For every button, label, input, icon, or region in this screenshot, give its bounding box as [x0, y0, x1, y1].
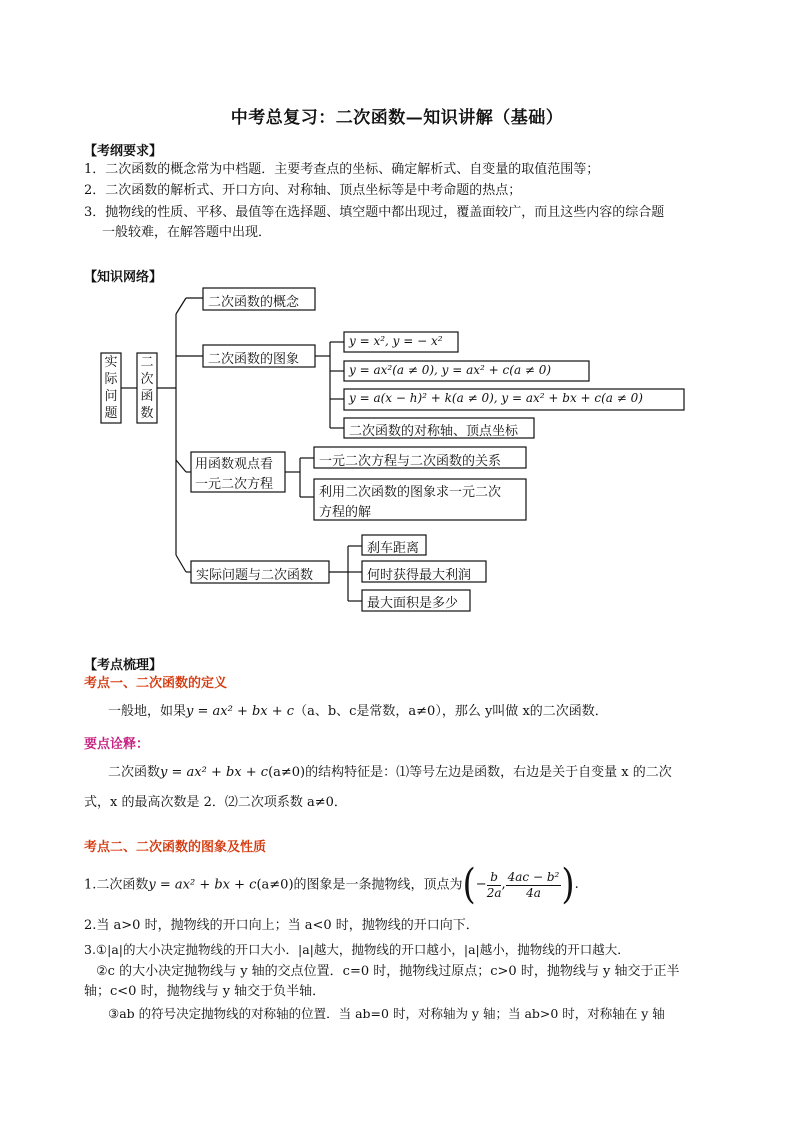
root-char: 际 — [104, 372, 118, 387]
node-practical-item: 何时获得最大利润 — [367, 568, 472, 583]
root-char: 次 — [140, 372, 154, 387]
section-heading-points: 【考点梳理】 — [84, 658, 163, 673]
formula: y = ax² + bx + c — [148, 877, 257, 893]
text: (a≠0)的图象是一条抛物线，顶点为 — [256, 877, 463, 893]
vertex-x-fraction: $\frac{b}{2a}$ — [486, 869, 502, 900]
node-concept: 二次函数的概念 — [208, 295, 300, 310]
formula: y = ax² + bx + c — [186, 704, 295, 719]
note-line2: 式，x 的最高次数是 2．⑵二次项系数 a≠0． — [84, 795, 347, 810]
node-view-item: 利用二次函数的图象求一元二次 — [319, 485, 502, 500]
requirement-item: 1．二次函数的概念常为中档题．主要考查点的坐标、确定解析式、自变量的取值范围等； — [84, 162, 600, 177]
requirement-item: 3．抛物线的性质、平移、最值等在选择题、填空题中都出现过，覆盖面较广，而且这些内容的综合题 — [84, 205, 665, 220]
point2-item1: 1.二次函数y = ax² + bx + c(a≠0)的图象是一条抛物线，顶点为(− $\frac{b}{2a}$ , $\frac{\text{4ac − b²}}{4a}$ ). — [84, 861, 579, 909]
node-view-item: 方程的解 — [319, 505, 372, 520]
root-char: 二 — [140, 355, 154, 370]
node-practical-item: 刹车距离 — [367, 541, 420, 556]
root-quadratic-label — [139, 354, 155, 422]
formula: y = ax² + bx + c — [160, 765, 269, 780]
node-view-item: 一元二次方程与二次函数的关系 — [319, 454, 502, 469]
root-char: 实 — [104, 355, 118, 370]
text: 1.二次函数 — [84, 877, 149, 893]
node-view-line1: 用函数观点看 — [195, 457, 274, 472]
node-view-line2: 一元二次方程 — [195, 477, 274, 492]
point2-item3-3: ③ab 的符号决定抛物线的对称轴的位置．当 ab=0 时，对称轴为 y 轴；当 ab>0 时，对称轴在 y 轴 — [108, 1006, 665, 1021]
root-char: 问 — [104, 389, 118, 404]
point2-item3-2b: 轴；c<0 时，抛物线与 y 轴交于负半轴． — [84, 984, 326, 999]
point1-heading: 考点一、二次函数的定义 — [84, 676, 228, 691]
node-graph-item: 二次函数的对称轴、顶点坐标 — [349, 424, 519, 439]
point2-item3-2a: ②c 的大小决定抛物线与 y 轴的交点位置．c=0 时，抛物线过原点；c>0 时，抛物线与 y 轴交于正半 — [96, 964, 680, 979]
note-line1 — [108, 763, 672, 783]
root-char: 数 — [140, 406, 154, 421]
section-heading-requirements: 【考纲要求】 — [84, 144, 163, 159]
page-title: 中考总复习：二次函数—知识讲解（基础） — [230, 108, 564, 128]
root-practical-label — [103, 354, 119, 422]
text: 一般地，如果 — [108, 704, 187, 719]
node-graph: 二次函数的图象 — [208, 352, 300, 367]
point2-item2: 2.当 a>0 时，抛物线的开口向上；当 a<0 时，抛物线的开口向下． — [84, 918, 479, 933]
node-graph-item: y = a(x − h)² + k(a ≠ 0), y = ax² + bx + c(a ≠ 0) — [349, 391, 643, 405]
paren-left: ( — [462, 861, 476, 909]
root-char: 题 — [104, 406, 118, 421]
point1-definition — [108, 702, 608, 722]
text: (a≠0)的结构特征是：⑴等号左边是函数，右边是关于自变量 x 的二次 — [268, 765, 672, 780]
note-heading: 要点诠释： — [84, 737, 150, 752]
node-graph-item: y = ax²(a ≠ 0), y = ax² + c(a ≠ 0) — [349, 363, 552, 377]
root-char: 函 — [140, 389, 154, 404]
point2-item3: 3.①|a|的大小决定抛物线的开口大小．|a|越大，抛物线的开口越小，|a|越小，抛物线的开口越大． — [84, 942, 630, 957]
vertex-y-fraction: $\frac{\text{4ac − b²}}{4a}$ — [507, 869, 560, 900]
node-practical: 实际问题与二次函数 — [196, 568, 314, 583]
node-graph-item: y = x², y = − x² — [349, 334, 443, 348]
text: 二次函数 — [108, 765, 161, 780]
requirement-item: 2．二次函数的解析式、开口方向、对称轴、顶点坐标等是中考命题的热点； — [84, 183, 522, 198]
section-heading-network: 【知识网络】 — [84, 270, 163, 285]
point2-heading: 考点二、二次函数的图象及性质 — [84, 840, 267, 855]
node-practical-item: 最大面积是多少 — [367, 596, 459, 611]
requirement-item: 一般较难，在解答题中出现． — [102, 225, 272, 240]
paren-right: ) — [561, 861, 575, 909]
text: （a、b、c是常数，a≠0），那么 y叫做 x的二次函数． — [294, 704, 608, 719]
